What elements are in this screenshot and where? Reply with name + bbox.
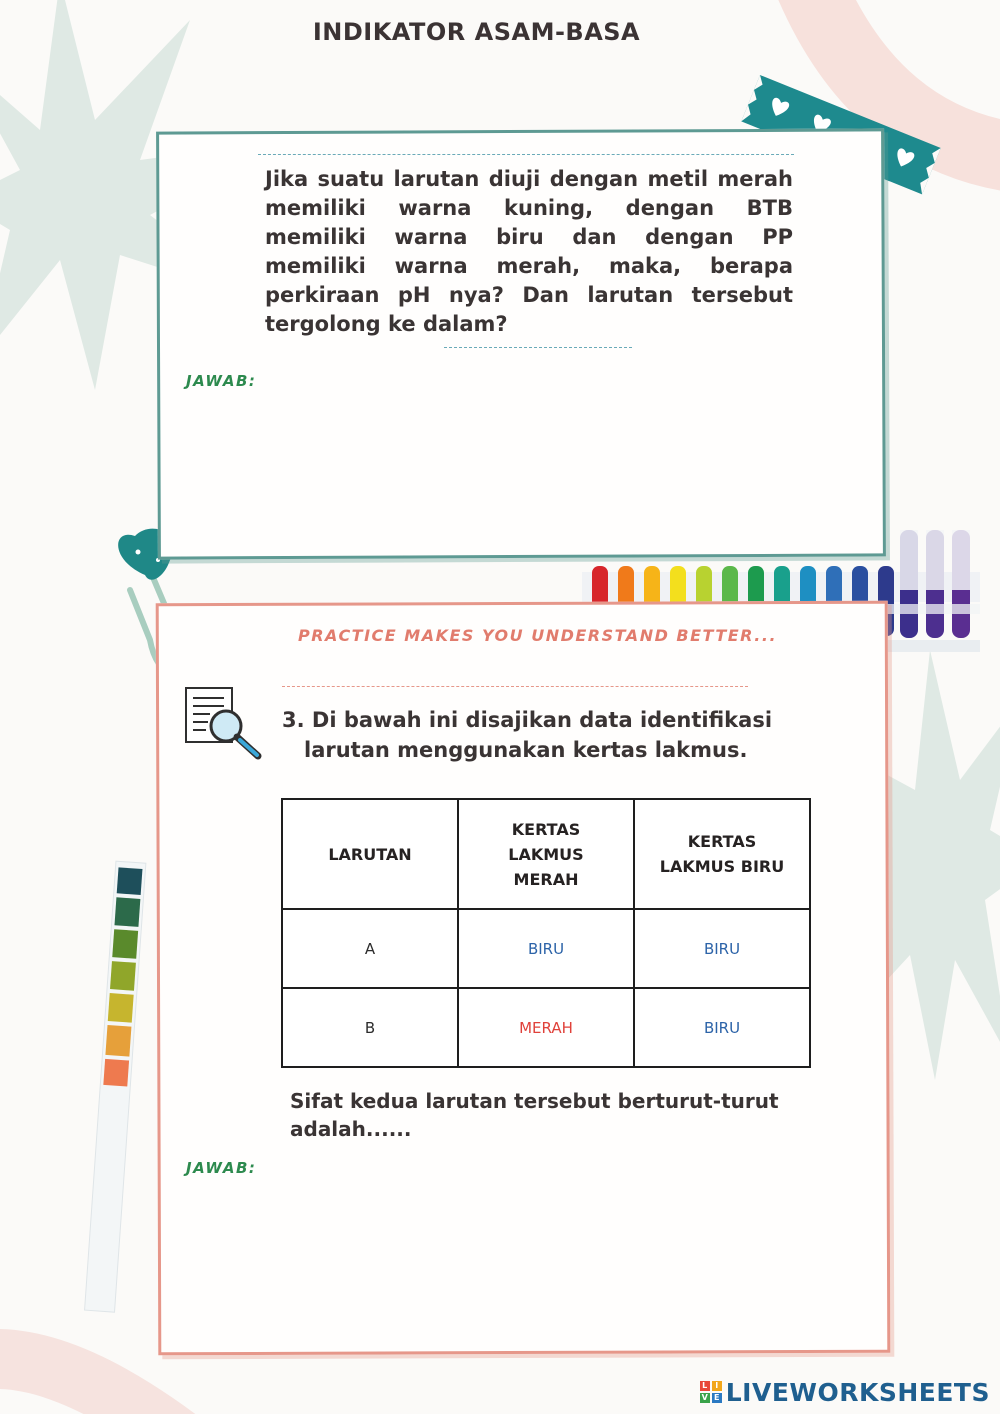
motto-text: PRACTICE MAKES YOU UNDERSTAND BETTER... [298,626,778,645]
cell-a-lakmus-biru: BIRU [634,909,810,988]
logo-letter: L [700,1381,710,1391]
cell-a-lakmus-merah: BIRU [458,909,634,988]
liveworksheets-brand[interactable] [700,1375,990,1409]
decorative-arc-bottom-left [0,1359,180,1414]
document-search-icon [184,686,268,762]
table-row [282,988,810,1067]
divider-bottom-q1 [444,347,632,348]
question-3-line-2: larutan menggunakan kertas lakmus. [304,738,748,762]
header-kertas-lakmus-biru: KERTAS LAKMUS BIRU [634,799,810,909]
answer-1-label: JAWAB: [186,372,257,390]
logo-letter: I [712,1381,722,1391]
divider-motto [282,686,748,687]
ph-indicator-strip [85,861,146,1312]
divider-top-q1 [258,154,794,155]
answer-1-area[interactable] [270,368,860,538]
cell-b-lakmus-biru: BIRU [634,988,810,1067]
table-row [282,909,810,988]
page-title: INDIKATOR ASAM-BASA [312,18,641,46]
cell-larutan-b: B [282,988,458,1067]
header-larutan: LARUTAN [282,799,458,909]
logo-letter: E [712,1393,722,1403]
brand-name: LIVEWORKSHEETS [725,1377,990,1407]
litmus-data-table [281,798,811,1068]
cell-b-lakmus-merah: MERAH [458,988,634,1067]
question-3-line-1: 3. Di bawah ini disajikan data identifikasi [282,708,773,732]
answer-2-area[interactable] [270,1155,860,1335]
table-header-row [282,799,810,909]
header-kertas-lakmus-merah: KERTAS LAKMUS MERAH [458,799,634,909]
question-3-text [282,705,802,765]
logo-letter: V [701,1393,708,1402]
liveworksheets-logo [700,1381,722,1403]
cell-larutan-a: A [282,909,458,988]
question-1-text: Jika suatu larutan diuji dengan metil merah memiliki warna kuning, dengan BTB memiliki warna biru dan dengan PP memiliki warna merah, maka, berapa perkiraan pH nya? Dan larutan tersebut tergolong ke dalam? [265,167,793,336]
question-3-followup: Sifat kedua larutan tersebut berturut-turut adalah...... [290,1089,779,1141]
answer-2-label: JAWAB: [186,1159,257,1177]
